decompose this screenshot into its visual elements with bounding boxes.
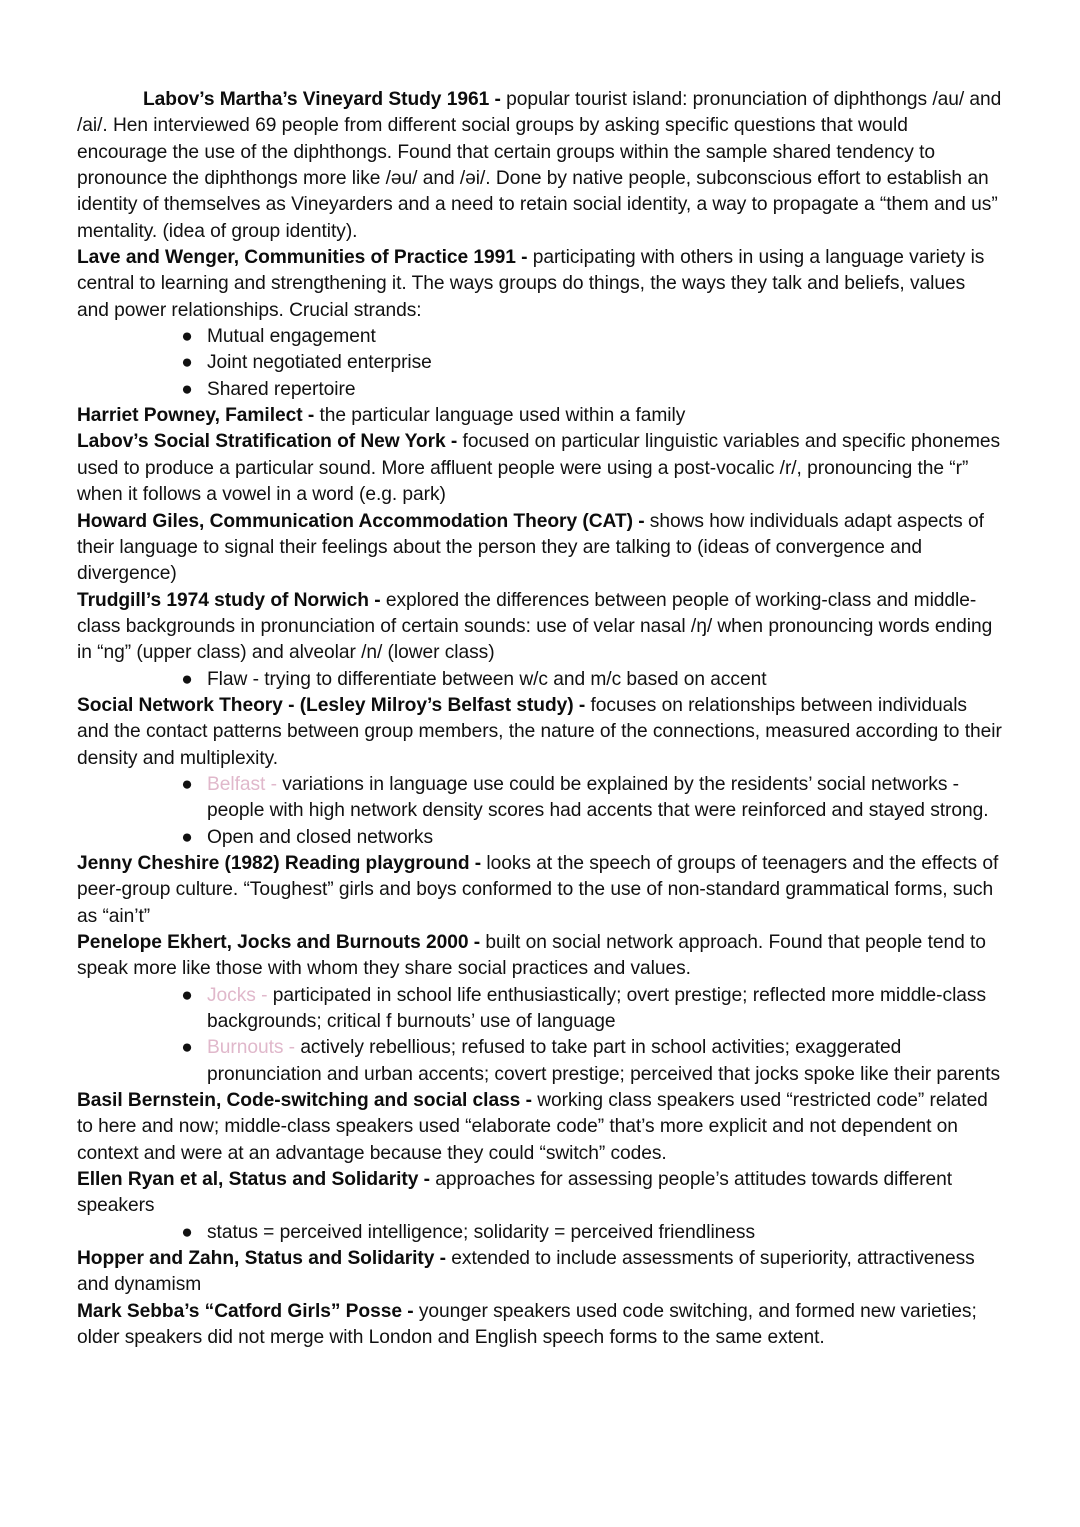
bullet-icon: ●: [181, 1221, 193, 1243]
entry-title: Hopper and Zahn, Status and Solidarity -: [77, 1248, 446, 1270]
entry-title: Jenny Cheshire (1982) Reading playground -: [77, 852, 482, 874]
entry-code-switching: [77, 1088, 1002, 1167]
bullet-icon: ●: [181, 826, 193, 848]
bullet-icon: ●: [181, 352, 193, 374]
entry-text: extended to include assessments of superiority, attractiveness and dynamism: [77, 1248, 975, 1296]
list-item-label: Burnouts -: [207, 1037, 301, 1059]
entry-title: Trudgill’s 1974 study of Norwich -: [77, 589, 381, 611]
bullet-icon: ●: [181, 378, 193, 400]
entry-text: explored the differences between people of working-class and middle-class backgrounds in pronunciation of certain sounds: use of velar nasal /ŋ/ when pronouncing words ending in “ng” (upper class) and alveolar /n/ (lower class): [77, 589, 993, 664]
entry-new-york-stratification: [77, 429, 1002, 508]
bullet-list: [77, 983, 1002, 1088]
entry-title: Labov’s Martha’s Vineyard Study 1961 -: [143, 89, 501, 110]
entry-text: working class speakers used “restricted code” related to here and now; middle-class speakers used “elaborate code” that’s more explicit and not dependent on context and were at an advantage because they could “switch” codes.: [77, 1090, 988, 1164]
entry-text: the particular language used within a family: [314, 405, 686, 427]
entry-title: Penelope Ekhert, Jocks and Burnouts 2000 -: [77, 932, 481, 953]
entry-text: approaches for assessing people’s attitudes towards different speakers: [77, 1169, 953, 1217]
entry-reading-playground: [77, 851, 1002, 930]
list-item: [181, 667, 1002, 693]
list-item-text: actively rebellious; refused to take part in school activities; exaggerated pronunciation and urban accents; covert prestige; perceived that jocks spoke like their parents: [207, 1037, 1001, 1085]
entry-title: Basil Bernstein, Code-switching and social class -: [77, 1090, 532, 1112]
entry-text: shows how individuals adapt aspects of their language to signal their feelings about the person they are talking to (ideas of convergence and divergence): [77, 510, 984, 585]
bullet-icon: ●: [181, 668, 193, 690]
entry-norwich-study: [77, 588, 1002, 667]
bullet-icon: ●: [181, 984, 193, 1006]
list-item: [181, 377, 1002, 403]
list-item: [181, 983, 1002, 1036]
entry-text: participating with others in using a language variety is central to learning and strengthening it. The ways groups do things, the ways they talk and beliefs, values and power relationships. Crucial strands:: [77, 247, 985, 321]
entry-title: Harriet Powney, Familect -: [77, 405, 315, 427]
document-page: [77, 87, 1002, 1352]
entry-title: Labov’s Social Stratification of New York -: [77, 431, 458, 453]
entry-text: popular tourist island: pronunciation of diphthongs /au/ and /ai/. Hen interviewed 69 people from different social groups by asking specific questions that would encourage the use of the diphthongs. Found that certain groups within the sample shared tendency to pronounce the diphthongs more like /əu/ and /əi/. Done by native people, subconscious effort to establish an identity of themselves as Vineyarders and a need to retain social identity, a way to propagate a “them and us” mentality. (idea of group identity).: [77, 89, 1002, 242]
list-item: [181, 1220, 1002, 1246]
list-item: [181, 324, 1002, 350]
bullet-list: [77, 1220, 1002, 1246]
entry-title: Social Network Theory - (Lesley Milroy’s Belfast study) -: [77, 694, 586, 716]
entry-status-solidarity-ryan: [77, 1167, 1002, 1220]
entry-catford-girls: [77, 1299, 1002, 1352]
list-item-text: Shared repertoire: [207, 378, 356, 400]
list-item: [181, 772, 1002, 825]
bullet-icon: ●: [181, 326, 193, 348]
list-item: [181, 1035, 1002, 1088]
list-item: [181, 350, 1002, 376]
bullet-list: [77, 772, 1002, 851]
list-item-text: status = perceived intelligence; solidarity = perceived friendliness: [207, 1221, 756, 1243]
entry-communities-of-practice: [77, 245, 1002, 324]
entry-jocks-and-burnouts: [77, 930, 1002, 983]
entry-accommodation-theory: [77, 509, 1002, 588]
entry-title: Ellen Ryan et al, Status and Solidarity -: [77, 1169, 431, 1191]
list-item-text: variations in language use could be explained by the residents’ social networks - people with high network density scores had accents that were reinforced and stayed strong.: [207, 773, 989, 822]
entry-marthas-vineyard: [77, 87, 1002, 245]
list-item-label: Belfast -: [207, 773, 283, 795]
list-item-text: Open and closed networks: [207, 826, 433, 848]
entry-status-solidarity-hopper: [77, 1246, 1002, 1299]
list-item-text: participated in school life enthusiastically; overt prestige; reflected more middle-class backgrounds; critical f burnouts’ use of language: [207, 984, 986, 1033]
entry-title: Lave and Wenger, Communities of Practice 1991 -: [77, 247, 528, 269]
entry-familect: [77, 403, 1002, 429]
list-item: [181, 825, 1002, 851]
bullet-list: [77, 324, 1002, 403]
entry-social-network-theory: [77, 693, 1002, 772]
entry-text: looks at the speech of groups of teenagers and the effects of peer-group culture. “Toughest” girls and boys conformed to the use of non-standard grammatical forms, such as “ain’t”: [77, 852, 999, 927]
entry-title: Howard Giles, Communication Accommodation Theory (CAT) -: [77, 510, 645, 532]
list-item-label: Jocks -: [207, 984, 273, 1006]
bullet-list: [77, 667, 1002, 693]
entry-text: focuses on relationships between individuals and the contact patterns between group members, the nature of the connections, measured according to their density and multiplexity.: [77, 694, 1002, 769]
list-item-text: Mutual engagement: [207, 326, 376, 348]
bullet-icon: ●: [181, 773, 193, 795]
entry-text: focused on particular linguistic variables and specific phonemes used to produce a particular sound. More affluent people were using a post-vocalic /r/, pronouncing the “r” when it follows a vowel in a word (e.g. park): [77, 431, 1001, 506]
entry-text: built on social network approach. Found that people tend to speak more like those with whom they share social practices and values.: [77, 932, 986, 980]
entry-title: Mark Sebba’s “Catford Girls” Posse -: [77, 1300, 414, 1322]
bullet-icon: ●: [181, 1037, 193, 1059]
list-item-text: Flaw - trying to differentiate between w/c and m/c based on accent: [207, 668, 767, 690]
entry-text: younger speakers used code switching, and formed new varieties; older speakers did not merge with London and English speech forms to the same extent.: [77, 1300, 977, 1349]
list-item-text: Joint negotiated enterprise: [207, 352, 432, 374]
